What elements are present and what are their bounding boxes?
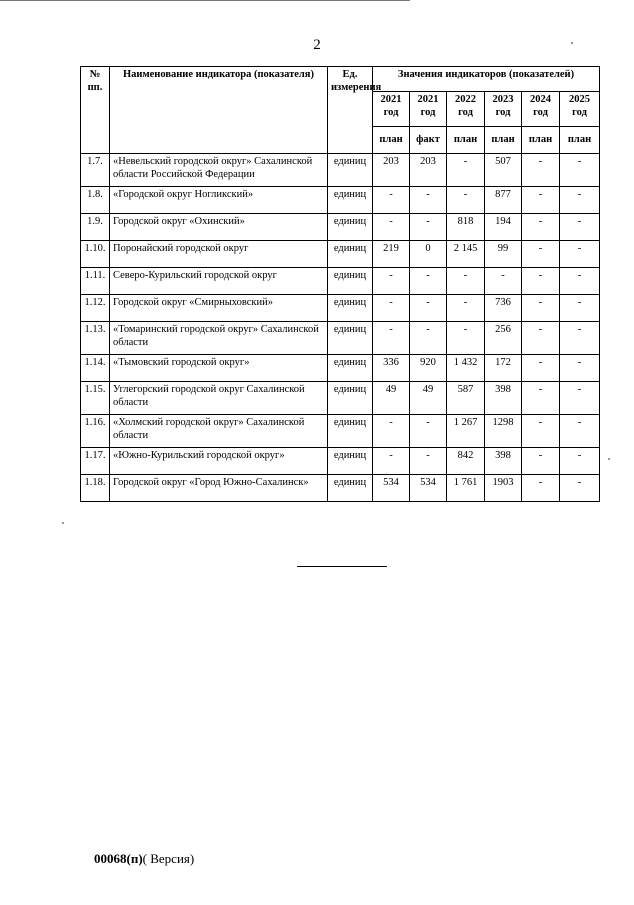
end-of-table-line — [297, 566, 387, 567]
value-cell: 203 — [373, 154, 410, 187]
value-cell: - — [560, 268, 600, 295]
header-unit: Ед. измерения — [328, 67, 373, 154]
value-cell: 256 — [485, 322, 522, 355]
indicator-name: «Южно-Курильский городской округ» — [110, 448, 328, 475]
table-row — [81, 154, 600, 187]
page-number: 2 — [313, 37, 321, 53]
unit-cell: единиц — [328, 154, 373, 187]
indicator-name: Северо-Курильский городской округ — [110, 268, 328, 295]
value-cell: 0 — [410, 241, 447, 268]
value-cell: 1 432 — [447, 355, 485, 382]
row-number: 1.15. — [81, 382, 110, 415]
unit-cell: единиц — [328, 475, 373, 502]
indicator-name: Городской округ «Город Южно-Сахалинск» — [110, 475, 328, 502]
value-cell: 398 — [485, 382, 522, 415]
value-cell: - — [410, 268, 447, 295]
value-cell: - — [447, 295, 485, 322]
indicator-name: Поронайский городской округ — [110, 241, 328, 268]
table-row — [81, 241, 600, 268]
header-value-type: план — [447, 127, 485, 154]
table-row — [81, 448, 600, 475]
header-num: № пп. — [81, 67, 110, 154]
value-cell: 534 — [410, 475, 447, 502]
value-cell: - — [522, 415, 560, 448]
value-cell: 507 — [485, 154, 522, 187]
value-cell: 49 — [373, 382, 410, 415]
value-cell: - — [447, 268, 485, 295]
value-cell: - — [410, 214, 447, 241]
unit-cell: единиц — [328, 295, 373, 322]
scan-speck — [62, 522, 64, 524]
value-cell: - — [560, 214, 600, 241]
row-number: 1.17. — [81, 448, 110, 475]
value-cell: - — [410, 448, 447, 475]
header-year: 2024 год — [522, 92, 560, 127]
value-cell: - — [522, 268, 560, 295]
header-value-type: план — [485, 127, 522, 154]
value-cell: 172 — [485, 355, 522, 382]
value-cell: - — [522, 355, 560, 382]
row-number: 1.10. — [81, 241, 110, 268]
value-cell: - — [522, 322, 560, 355]
row-number: 1.13. — [81, 322, 110, 355]
table-body — [81, 154, 600, 502]
value-cell: - — [447, 154, 485, 187]
row-number: 1.14. — [81, 355, 110, 382]
value-cell: - — [447, 322, 485, 355]
row-number: 1.7. — [81, 154, 110, 187]
value-cell: - — [410, 187, 447, 214]
table-row — [81, 268, 600, 295]
value-cell: - — [560, 355, 600, 382]
table-row — [81, 187, 600, 214]
value-cell: 842 — [447, 448, 485, 475]
scan-speck — [571, 42, 573, 44]
value-cell: 1903 — [485, 475, 522, 502]
row-number: 1.16. — [81, 415, 110, 448]
unit-cell: единиц — [328, 214, 373, 241]
table-row — [81, 475, 600, 502]
header-year: 2021 год — [373, 92, 410, 127]
header-year: 2023 год — [485, 92, 522, 127]
indicators-table — [80, 66, 600, 502]
indicator-name: Городской округ «Смирныховский» — [110, 295, 328, 322]
value-cell: 2 145 — [447, 241, 485, 268]
indicator-name: «Тымовский городской округ» — [110, 355, 328, 382]
value-cell: - — [373, 448, 410, 475]
value-cell: 398 — [485, 448, 522, 475]
value-cell: 1 267 — [447, 415, 485, 448]
unit-cell: единиц — [328, 187, 373, 214]
value-cell: 194 — [485, 214, 522, 241]
value-cell: 336 — [373, 355, 410, 382]
unit-cell: единиц — [328, 415, 373, 448]
header-name: Наименование индикатора (показателя) — [110, 67, 328, 154]
value-cell: - — [373, 295, 410, 322]
unit-cell: единиц — [328, 322, 373, 355]
value-cell: 587 — [447, 382, 485, 415]
header-value-type: план — [560, 127, 600, 154]
value-cell: - — [560, 448, 600, 475]
value-cell: - — [522, 154, 560, 187]
unit-cell: единиц — [328, 241, 373, 268]
value-cell: - — [560, 382, 600, 415]
indicator-name: «Невельский городской округ» Сахалинской области Российской Федерации — [110, 154, 328, 187]
row-number: 1.18. — [81, 475, 110, 502]
table-row — [81, 295, 600, 322]
unit-cell: единиц — [328, 448, 373, 475]
table-row — [81, 415, 600, 448]
value-cell: 877 — [485, 187, 522, 214]
document-code — [94, 851, 194, 867]
indicator-name: «Холмский городской округ» Сахалинской области — [110, 415, 328, 448]
value-cell: 99 — [485, 241, 522, 268]
value-cell: - — [373, 268, 410, 295]
table-row — [81, 214, 600, 241]
header-value-type: план — [373, 127, 410, 154]
header-value-type: факт — [410, 127, 447, 154]
table-row — [81, 382, 600, 415]
value-cell: 534 — [373, 475, 410, 502]
value-cell: - — [560, 322, 600, 355]
document-version: ( Версия) — [142, 851, 195, 866]
scan-top-edge-line — [0, 0, 410, 1]
header-year: 2022 год — [447, 92, 485, 127]
value-cell: - — [522, 382, 560, 415]
value-cell: - — [373, 187, 410, 214]
unit-cell: единиц — [328, 355, 373, 382]
value-cell: - — [410, 415, 447, 448]
table-row — [81, 355, 600, 382]
value-cell: - — [522, 475, 560, 502]
header-year: 2025 год — [560, 92, 600, 127]
value-cell: - — [485, 268, 522, 295]
value-cell: 920 — [410, 355, 447, 382]
value-cell: - — [522, 448, 560, 475]
value-cell: - — [373, 214, 410, 241]
table-row — [81, 322, 600, 355]
value-cell: - — [560, 154, 600, 187]
row-number: 1.11. — [81, 268, 110, 295]
indicator-name: Углегорский городской округ Сахалинской области — [110, 382, 328, 415]
row-number: 1.8. — [81, 187, 110, 214]
indicator-name: Городской округ «Охинский» — [110, 214, 328, 241]
table-header — [81, 67, 600, 154]
header-values-title: Значения индикаторов (показателей) — [373, 67, 600, 92]
document-code-number: 00068(п) — [94, 851, 143, 866]
value-cell: - — [410, 322, 447, 355]
value-cell: 203 — [410, 154, 447, 187]
value-cell: 1298 — [485, 415, 522, 448]
value-cell: 1 761 — [447, 475, 485, 502]
value-cell: - — [522, 187, 560, 214]
value-cell: 736 — [485, 295, 522, 322]
value-cell: - — [560, 415, 600, 448]
value-cell: - — [560, 187, 600, 214]
value-cell: - — [373, 415, 410, 448]
value-cell: - — [447, 187, 485, 214]
header-value-type: план — [522, 127, 560, 154]
value-cell: - — [410, 295, 447, 322]
unit-cell: единиц — [328, 268, 373, 295]
value-cell: 818 — [447, 214, 485, 241]
value-cell: 219 — [373, 241, 410, 268]
value-cell: - — [560, 295, 600, 322]
value-cell: - — [522, 214, 560, 241]
value-cell: - — [522, 241, 560, 268]
row-number: 1.9. — [81, 214, 110, 241]
header-year: 2021 год — [410, 92, 447, 127]
unit-cell: единиц — [328, 382, 373, 415]
value-cell: 49 — [410, 382, 447, 415]
value-cell: - — [522, 295, 560, 322]
indicator-name: «Городской округ Ногликский» — [110, 187, 328, 214]
value-cell: - — [560, 241, 600, 268]
indicator-name: «Томаринский городской округ» Сахалинской области — [110, 322, 328, 355]
value-cell: - — [560, 475, 600, 502]
scan-speck — [608, 458, 610, 460]
value-cell: - — [373, 322, 410, 355]
row-number: 1.12. — [81, 295, 110, 322]
